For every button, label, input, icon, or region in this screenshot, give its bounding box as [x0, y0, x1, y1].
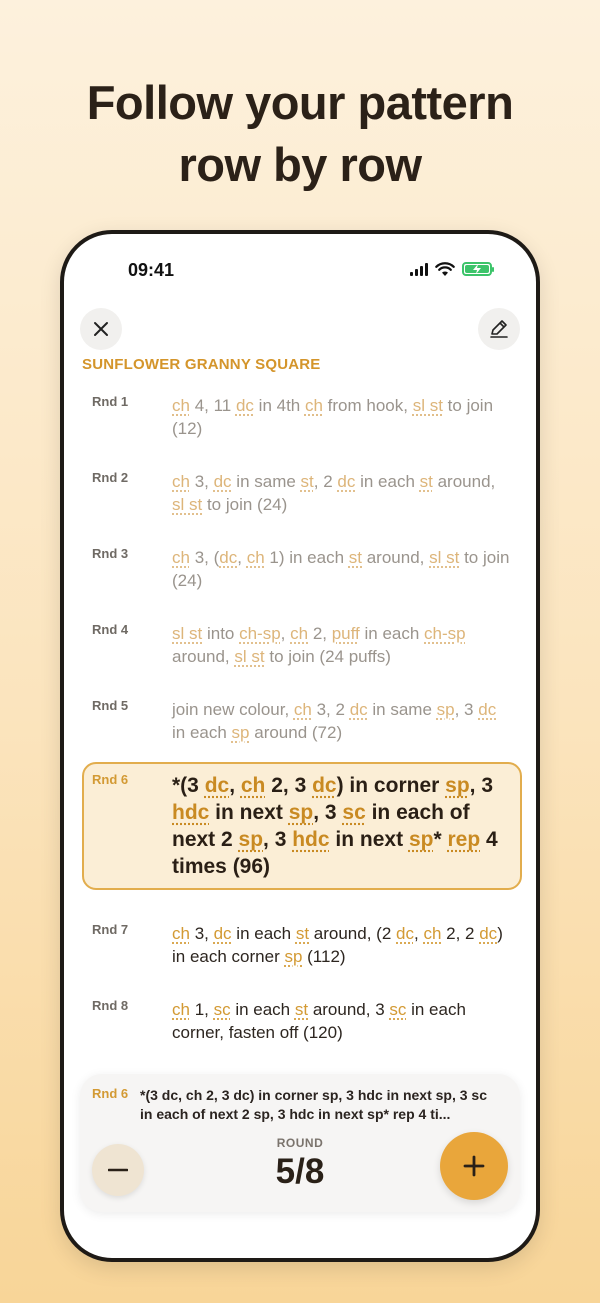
stitch-abbreviation[interactable]: sl st — [429, 548, 460, 567]
headline — [0, 72, 600, 196]
instruction-text: 2, 3 — [265, 774, 313, 797]
round-label: Rnd 3 — [92, 546, 129, 561]
instruction-text: ) in corner — [336, 774, 446, 797]
instruction-text: , 3 — [469, 774, 494, 797]
headline-line-1: Follow your pattern — [86, 76, 514, 129]
instruction-text: (112) — [302, 947, 346, 966]
stitch-abbreviation[interactable]: sc — [213, 1000, 231, 1019]
instruction-text: * — [433, 828, 448, 851]
signal-icon — [410, 263, 428, 276]
stitch-abbreviation[interactable]: sp — [436, 700, 455, 719]
instruction-text: , — [280, 624, 291, 643]
instruction-text: , 3 — [263, 828, 293, 851]
round-instruction — [172, 546, 512, 592]
current-round-label: Rnd 6 — [92, 1086, 129, 1101]
instruction-text: ) in each corner — [172, 924, 503, 966]
instruction-text: in next — [209, 801, 289, 824]
round-label: Rnd 1 — [92, 394, 129, 409]
instruction-text: 4 times (96) — [172, 828, 498, 878]
status-time: 09:41 — [128, 260, 175, 280]
instruction-text: in each — [230, 1000, 295, 1019]
instruction-text: in same — [231, 472, 301, 491]
instruction-text: join new colour, — [172, 700, 294, 719]
instruction-text: 2, 2 — [441, 924, 480, 943]
instruction-text: around, — [432, 472, 496, 491]
round-instruction — [172, 998, 512, 1044]
instruction-text: 3, ( — [189, 548, 220, 567]
status-bar — [64, 234, 536, 308]
instruction-text: , 2 — [313, 472, 338, 491]
round-row[interactable] — [82, 988, 522, 1048]
stitch-abbreviation[interactable]: ch — [304, 396, 323, 415]
stitch-abbreviation[interactable]: sp — [408, 828, 434, 851]
instruction-text: to join (24) — [172, 548, 510, 590]
instruction-text: , — [237, 548, 247, 567]
stitch-abbreviation[interactable]: dc — [213, 924, 232, 943]
stitch-abbreviation[interactable]: st — [348, 548, 362, 567]
instruction-text: in each corner, fasten off (120) — [172, 1000, 466, 1042]
stitch-abbreviation[interactable]: ch — [290, 624, 309, 643]
increment-round-button[interactable] — [440, 1132, 508, 1200]
round-row[interactable] — [82, 460, 522, 520]
stitch-abbreviation[interactable]: rep — [447, 828, 481, 851]
stitch-abbreviation[interactable]: st — [294, 1000, 309, 1019]
stitch-abbreviation[interactable]: ch — [423, 924, 442, 943]
round-caption: ROUND — [276, 1136, 324, 1150]
stitch-abbreviation[interactable]: sl st — [412, 396, 443, 415]
stitch-abbreviation[interactable]: ch — [172, 472, 190, 491]
pattern-title: SUNFLOWER GRANNY SQUARE — [82, 356, 321, 373]
round-instruction — [172, 394, 512, 440]
instruction-text: in each of next 2 — [172, 801, 470, 851]
round-label: Rnd 2 — [92, 470, 129, 485]
stitch-abbreviation[interactable]: dc — [349, 700, 368, 719]
instruction-text: around, 3 — [308, 1000, 390, 1019]
instruction-text: , 3 — [454, 700, 479, 719]
wifi-icon — [435, 262, 455, 277]
close-icon — [93, 321, 109, 337]
instruction-text: , — [413, 924, 424, 943]
instruction-text: , 3 — [313, 801, 343, 824]
stitch-abbreviation[interactable]: st — [295, 924, 310, 943]
edit-button[interactable] — [478, 308, 520, 350]
stitch-abbreviation[interactable]: dc — [235, 396, 254, 415]
round-instruction — [172, 470, 512, 516]
close-button[interactable] — [80, 308, 122, 350]
instruction-text: in each — [172, 723, 232, 742]
plus-icon — [463, 1155, 485, 1177]
stitch-abbreviation[interactable]: sl st — [172, 624, 203, 643]
stitch-abbreviation[interactable]: sp — [238, 828, 264, 851]
round-instruction — [172, 622, 512, 668]
stitch-abbreviation[interactable]: dc — [478, 700, 497, 719]
round-instruction — [172, 772, 512, 880]
stitch-abbreviation[interactable]: ch — [172, 396, 190, 415]
instruction-text: into — [202, 624, 240, 643]
headline-line-2: row by row — [178, 138, 422, 191]
instruction-text: 3, — [189, 472, 214, 491]
instruction-text: 1, — [189, 1000, 214, 1019]
round-row-active[interactable] — [82, 762, 522, 890]
instruction-text: around, — [172, 647, 235, 666]
stitch-abbreviation[interactable]: st — [300, 472, 314, 491]
instruction-text: in same — [367, 700, 437, 719]
decrement-round-button[interactable] — [92, 1144, 144, 1196]
instruction-text: in each — [359, 624, 425, 643]
round-row[interactable] — [82, 384, 522, 444]
stitch-abbreviation[interactable]: hdc — [172, 801, 210, 824]
stitch-abbreviation[interactable]: dc — [219, 548, 238, 567]
stitch-abbreviation[interactable]: sc — [342, 801, 366, 824]
stitch-abbreviation[interactable]: dc — [204, 774, 230, 797]
stitch-abbreviation[interactable]: dc — [312, 774, 337, 797]
phone-frame — [60, 230, 540, 1262]
instruction-text: to join (24) — [202, 495, 288, 514]
stitch-abbreviation[interactable]: ch — [172, 548, 190, 567]
stitch-abbreviation[interactable]: ch — [172, 1000, 190, 1019]
stitch-abbreviation[interactable]: st — [419, 472, 433, 491]
instruction-text: 4, 11 — [189, 396, 236, 415]
current-round-preview: *(3 dc, ch 2, 3 dc) in corner sp, 3 hdc in next sp, 3 sc in each of next 2 sp, 3 hdc in next sp* rep 4 ti... — [140, 1087, 487, 1122]
round-row[interactable] — [82, 612, 522, 672]
instruction-text: 2, — [308, 624, 332, 643]
round-instruction — [172, 922, 512, 968]
stitch-abbreviation[interactable]: dc — [213, 472, 232, 491]
stitch-abbreviation[interactable]: ch — [246, 548, 265, 567]
instruction-text: in each — [355, 472, 420, 491]
instruction-text: 3, — [189, 924, 214, 943]
instruction-text: around, (2 — [309, 924, 397, 943]
status-icons — [410, 261, 492, 277]
round-label: Rnd 6 — [92, 772, 129, 787]
stitch-abbreviation[interactable]: ch-sp — [239, 624, 281, 643]
stitch-abbreviation[interactable]: sc — [389, 1000, 407, 1019]
round-label: Rnd 8 — [92, 998, 129, 1013]
stitch-abbreviation[interactable]: sl st — [172, 495, 203, 514]
stitch-abbreviation[interactable]: ch-sp — [424, 624, 466, 643]
stitch-abbreviation[interactable]: puff — [331, 624, 360, 643]
instruction-text: to join (12) — [172, 396, 494, 438]
round-instruction — [172, 698, 512, 744]
instruction-text: around (72) — [249, 723, 343, 742]
stitch-abbreviation[interactable]: ch — [293, 700, 312, 719]
stitch-abbreviation[interactable]: ch — [172, 924, 190, 943]
instruction-text: 3, 2 — [311, 700, 350, 719]
stitch-abbreviation[interactable]: hdc — [292, 828, 330, 851]
pencil-icon — [489, 319, 509, 339]
round-progress-value: 5/8 — [275, 1152, 325, 1191]
round-label: Rnd 7 — [92, 922, 129, 937]
round-row[interactable] — [82, 536, 522, 596]
instruction-text: in each — [231, 924, 296, 943]
round-row[interactable] — [82, 688, 522, 748]
round-label: Rnd 5 — [92, 698, 129, 713]
stitch-abbreviation[interactable]: sl st — [234, 647, 265, 666]
instruction-text: *(3 — [172, 774, 205, 797]
instruction-text: in next — [329, 828, 409, 851]
instruction-text: in 4th — [253, 396, 305, 415]
stitch-abbreviation[interactable]: dc — [479, 924, 498, 943]
minus-icon — [108, 1168, 128, 1172]
stitch-abbreviation[interactable]: sp — [231, 723, 250, 742]
round-label: Rnd 4 — [92, 622, 129, 637]
stitch-abbreviation[interactable]: ch — [240, 774, 266, 797]
stitch-abbreviation[interactable]: sp — [445, 774, 470, 797]
instruction-text: from hook, — [322, 396, 413, 415]
battery-charging-icon — [462, 262, 492, 276]
stitch-abbreviation[interactable]: sp — [288, 801, 314, 824]
instruction-text: 1) in each — [264, 548, 349, 567]
stitch-abbreviation[interactable]: sp — [284, 947, 303, 966]
stitch-abbreviation[interactable]: dc — [396, 924, 414, 943]
instruction-text: , — [229, 774, 241, 797]
instruction-text: around, — [362, 548, 430, 567]
instruction-text: to join (24 puffs) — [264, 647, 391, 666]
round-row[interactable] — [82, 912, 522, 972]
stitch-abbreviation[interactable]: dc — [337, 472, 356, 491]
round-counter-card — [80, 1074, 520, 1212]
